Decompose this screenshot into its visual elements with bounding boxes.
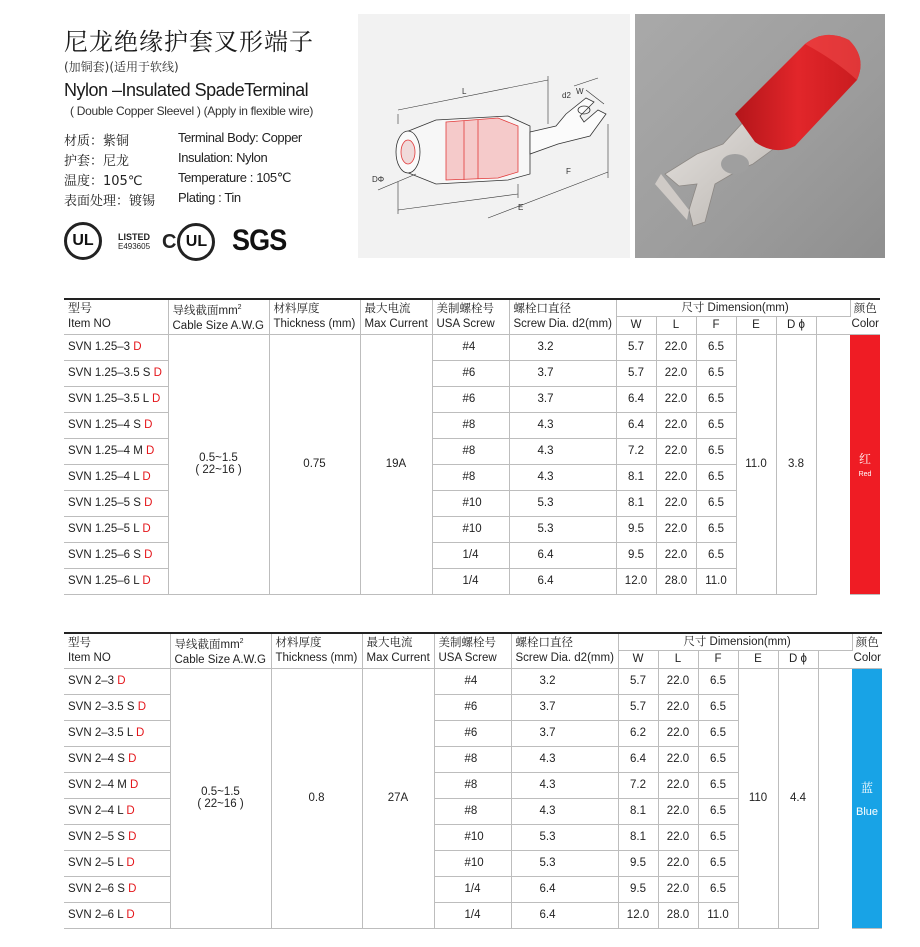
- dim-w: 12.0: [616, 568, 656, 594]
- item-prefix: SVN 1.25–4 S: [68, 419, 145, 432]
- usa-screw: #6: [432, 360, 509, 386]
- screw-dia: 3.2: [509, 334, 616, 360]
- dim-l: 22.0: [656, 516, 696, 542]
- item-number: [64, 668, 170, 694]
- dim-f: 6.5: [696, 542, 736, 568]
- dim-w: 9.5: [618, 850, 658, 876]
- dim-f: 6.5: [696, 412, 736, 438]
- item-number: [64, 386, 168, 412]
- dim-f: 11.0: [698, 902, 738, 928]
- header-current: 最大电流 Max Current: [362, 633, 434, 668]
- screw-dia: 3.7: [509, 386, 616, 412]
- dim-w: 5.7: [618, 668, 658, 694]
- header-item: 型号 Item NO: [64, 299, 168, 334]
- cable-size: 0.5~1.5 ( 22~16 ): [170, 668, 271, 928]
- item-number: [64, 412, 168, 438]
- item-suffix: D: [142, 523, 151, 536]
- item-prefix: SVN 1.25–5 S: [68, 497, 145, 510]
- item-number: [64, 902, 170, 928]
- dim-w: 7.2: [618, 772, 658, 798]
- screw-dia: 4.3: [511, 746, 618, 772]
- spacer: [816, 334, 850, 594]
- color-name-en: Blue: [856, 805, 879, 818]
- dim-w: 7.2: [616, 438, 656, 464]
- item-number: [64, 464, 168, 490]
- screw-dia: 3.7: [511, 694, 618, 720]
- item-prefix: SVN 2–4 L: [68, 805, 127, 818]
- item-number: [64, 542, 168, 568]
- usa-screw: #10: [432, 490, 509, 516]
- item-number: [64, 360, 168, 386]
- item-number: [64, 850, 170, 876]
- red-spade-terminal-icon: [635, 14, 885, 258]
- item-suffix: D: [126, 805, 135, 818]
- item-number: [64, 568, 168, 594]
- item-number: [64, 694, 170, 720]
- item-prefix: SVN 1.25–6 S: [68, 549, 145, 562]
- dim-label-l: L: [462, 87, 467, 96]
- item-suffix: D: [145, 445, 155, 458]
- item-suffix: D: [128, 753, 137, 766]
- dim-w: 8.1: [616, 464, 656, 490]
- product-photo: [635, 14, 885, 258]
- color-swatch: [850, 334, 880, 594]
- item-suffix: D: [137, 701, 146, 714]
- screw-dia: 6.4: [509, 568, 616, 594]
- spec-insulation: [64, 150, 364, 170]
- dim-w: 6.4: [616, 386, 656, 412]
- max-current: 19A: [360, 334, 432, 594]
- dim-dphi: 3.8: [776, 334, 816, 594]
- dim-l: 22.0: [656, 542, 696, 568]
- item-suffix: D: [133, 341, 142, 354]
- dim-l: 22.0: [658, 772, 698, 798]
- item-prefix: SVN 1.25–5 L: [68, 523, 143, 536]
- spec-plating: [64, 190, 364, 210]
- thickness: 0.75: [269, 334, 360, 594]
- screw-dia: 5.3: [509, 490, 616, 516]
- thickness: 0.8: [271, 668, 362, 928]
- color-swatch: [852, 668, 882, 928]
- item-prefix: SVN 2–3.5 L: [68, 727, 136, 740]
- item-suffix: D: [135, 727, 145, 740]
- header-e: E: [738, 651, 778, 668]
- item-prefix: SVN 2–3.5 S: [68, 701, 138, 714]
- spec-temperature-zh: 温度：105℃: [64, 174, 143, 189]
- spec-material-en: Terminal Body: Copper: [178, 130, 302, 145]
- item-suffix: D: [144, 497, 153, 510]
- usa-screw: #6: [434, 720, 511, 746]
- header-f: F: [696, 317, 736, 334]
- item-number: [64, 490, 168, 516]
- item-prefix: SVN 1.25–6 L: [68, 575, 143, 588]
- item-suffix: D: [142, 471, 151, 484]
- dim-f: 6.5: [698, 694, 738, 720]
- spec-plating-en: Plating : Tin: [178, 190, 241, 205]
- spec-temperature: [64, 170, 364, 190]
- title-chinese: 尼龙绝缘护套叉形端子: [64, 28, 314, 56]
- item-suffix: D: [126, 857, 135, 870]
- ul-mark: UL: [64, 222, 102, 260]
- item-suffix: D: [153, 367, 162, 380]
- screw-dia: 6.4: [511, 876, 618, 902]
- dim-dphi: 4.4: [778, 668, 818, 928]
- cable-size: 0.5~1.5 ( 22~16 ): [168, 334, 269, 594]
- item-suffix: D: [144, 549, 153, 562]
- usa-screw: 1/4: [432, 542, 509, 568]
- item-number: [64, 876, 170, 902]
- technical-drawing: [358, 14, 630, 258]
- dim-w: 12.0: [618, 902, 658, 928]
- color-name-zh: 红: [859, 452, 872, 467]
- dim-l: 22.0: [656, 386, 696, 412]
- header-w: W: [618, 651, 658, 668]
- cul-c-mark: C: [162, 230, 177, 253]
- dim-l: 22.0: [658, 668, 698, 694]
- dim-f: 6.5: [696, 360, 736, 386]
- listed-number: E493605: [118, 242, 151, 251]
- dim-f: 6.5: [698, 824, 738, 850]
- usa-screw: #8: [434, 746, 511, 772]
- listed-text: LISTED: [118, 232, 151, 242]
- dim-label-w: W: [576, 87, 584, 96]
- header-f: F: [698, 651, 738, 668]
- item-prefix: SVN 2–5 S: [68, 831, 129, 844]
- item-number: [64, 438, 168, 464]
- header-thickness: 材料厚度 Thickness (mm): [271, 633, 362, 668]
- dim-label-f: F: [566, 167, 571, 176]
- dim-l: 22.0: [656, 438, 696, 464]
- dim-l: 28.0: [658, 902, 698, 928]
- header-dimension: 尺寸 Dimension(mm): [618, 633, 852, 651]
- item-suffix: D: [144, 419, 153, 432]
- cul-mark: UL: [177, 223, 215, 261]
- item-number: [64, 746, 170, 772]
- item-prefix: SVN 2–4 M: [68, 779, 130, 792]
- screw-dia: 4.3: [511, 772, 618, 798]
- usa-screw: #4: [432, 334, 509, 360]
- usa-screw: 1/4: [434, 876, 511, 902]
- header-w: W: [616, 317, 656, 334]
- screw-dia: 3.2: [511, 668, 618, 694]
- blue-terminal-table: [64, 632, 882, 929]
- usa-screw: #10: [434, 850, 511, 876]
- usa-screw: #8: [432, 464, 509, 490]
- subtitle-chinese: (加铜套)(适用于软线): [64, 60, 179, 74]
- screw-dia: 4.3: [509, 438, 616, 464]
- item-suffix: D: [142, 575, 151, 588]
- dim-e: 110: [738, 668, 778, 928]
- table-row: [64, 668, 882, 694]
- item-prefix: SVN 1.25–4 L: [68, 471, 143, 484]
- header-dphi: D ϕ: [776, 317, 816, 334]
- dim-l: 22.0: [658, 850, 698, 876]
- dim-w: 9.5: [616, 516, 656, 542]
- item-suffix: D: [130, 779, 139, 792]
- item-prefix: SVN 1.25–3.5 L: [68, 393, 152, 406]
- item-number: [64, 334, 168, 360]
- usa-screw: #8: [432, 438, 509, 464]
- header-thickness: 材料厚度 Thickness (mm): [269, 299, 360, 334]
- dim-label-e: E: [518, 203, 524, 212]
- item-prefix: SVN 2–3: [68, 675, 118, 688]
- usa-screw: #8: [434, 798, 511, 824]
- dim-f: 6.5: [696, 438, 736, 464]
- item-suffix: D: [128, 883, 137, 896]
- dim-l: 22.0: [658, 694, 698, 720]
- header-color: 颜色 Color: [852, 633, 882, 668]
- item-prefix: SVN 1.25–3: [68, 341, 134, 354]
- dim-l: 22.0: [656, 412, 696, 438]
- item-suffix: D: [151, 393, 161, 406]
- screw-dia: 6.4: [509, 542, 616, 568]
- item-number: [64, 798, 170, 824]
- header-dimension: 尺寸 Dimension(mm): [616, 299, 850, 317]
- listed-label: [118, 232, 150, 252]
- dim-f: 6.5: [698, 668, 738, 694]
- dim-l: 22.0: [656, 464, 696, 490]
- screw-dia: 3.7: [511, 720, 618, 746]
- dim-w: 8.1: [618, 798, 658, 824]
- header-dphi: D ϕ: [778, 651, 818, 668]
- usa-screw: #10: [432, 516, 509, 542]
- dim-f: 6.5: [698, 746, 738, 772]
- header-screw: 美制螺栓号 USA Screw: [432, 299, 509, 334]
- dim-w: 5.7: [616, 360, 656, 386]
- header-current: 最大电流 Max Current: [360, 299, 432, 334]
- header-cable: 导线截面$mm^2$ Cable Size A.W.G: [170, 633, 271, 668]
- usa-screw: #6: [432, 386, 509, 412]
- title-english: Nylon –Insulated SpadeTerminal: [64, 80, 309, 100]
- dim-label-d2: d2: [562, 91, 571, 100]
- screw-dia: 3.7: [509, 360, 616, 386]
- item-prefix: SVN 2–4 S: [68, 753, 129, 766]
- dim-w: 5.7: [618, 694, 658, 720]
- dim-l: 22.0: [656, 360, 696, 386]
- spacer: [818, 668, 852, 928]
- spec-material: [64, 130, 364, 150]
- screw-dia: 4.3: [511, 798, 618, 824]
- item-suffix: D: [126, 909, 135, 922]
- header-dia: 螺栓口直径 Screw Dia. d2(mm): [509, 299, 616, 334]
- screw-dia: 6.4: [511, 902, 618, 928]
- item-number: [64, 720, 170, 746]
- usa-screw: #8: [434, 772, 511, 798]
- dim-l: 22.0: [658, 746, 698, 772]
- header-l: L: [656, 317, 696, 334]
- dim-w: 6.2: [618, 720, 658, 746]
- header-cable: 导线截面$mm^2$ Cable Size A.W.G: [168, 299, 269, 334]
- dim-f: 6.5: [696, 386, 736, 412]
- item-suffix: D: [117, 675, 126, 688]
- usa-screw: #8: [432, 412, 509, 438]
- dim-w: 9.5: [616, 542, 656, 568]
- dim-w: 6.4: [616, 412, 656, 438]
- dim-f: 6.5: [698, 798, 738, 824]
- subtitle-english: ( Double Copper Sleevel ) (Apply in flexible wire): [70, 104, 314, 118]
- dim-w: 8.1: [618, 824, 658, 850]
- dim-f: 6.5: [698, 850, 738, 876]
- item-prefix: SVN 2–6 S: [68, 883, 129, 896]
- item-number: [64, 824, 170, 850]
- spec-insulation-zh: 护套：尼龙: [64, 154, 130, 169]
- red-terminal-table: [64, 298, 880, 595]
- dim-w: 5.7: [616, 334, 656, 360]
- item-prefix: SVN 1.25–4 M: [68, 445, 146, 458]
- dim-f: 11.0: [696, 568, 736, 594]
- usa-screw: #6: [434, 694, 511, 720]
- dim-l: 22.0: [656, 334, 696, 360]
- dim-l: 22.0: [658, 824, 698, 850]
- color-name-zh: 蓝: [861, 780, 874, 795]
- dim-label-d: DΦ: [372, 175, 385, 184]
- header-l: L: [658, 651, 698, 668]
- table-row: [64, 334, 880, 360]
- product-header: [0, 0, 920, 290]
- dim-w: 6.4: [618, 746, 658, 772]
- cul-logo-icon: [162, 222, 215, 262]
- item-number: [64, 772, 170, 798]
- usa-screw: #10: [434, 824, 511, 850]
- header-dia: 螺栓口直径 Screw Dia. d2(mm): [511, 633, 618, 668]
- usa-screw: #4: [434, 668, 511, 694]
- max-current: 27A: [362, 668, 434, 928]
- screw-dia: 5.3: [509, 516, 616, 542]
- dim-f: 6.5: [696, 490, 736, 516]
- dim-l: 22.0: [658, 720, 698, 746]
- header-e: E: [736, 317, 776, 334]
- usa-screw: 1/4: [432, 568, 509, 594]
- dim-l: 22.0: [656, 490, 696, 516]
- screw-dia: 4.3: [509, 412, 616, 438]
- spec-material-zh: 材质：紫铜: [64, 134, 130, 149]
- dim-f: 6.5: [696, 334, 736, 360]
- item-suffix: D: [128, 831, 137, 844]
- dim-f: 6.5: [698, 876, 738, 902]
- dim-l: 28.0: [656, 568, 696, 594]
- spade-terminal-drawing-icon: [358, 14, 630, 258]
- dim-l: 22.0: [658, 798, 698, 824]
- spec-insulation-en: Insulation: Nylon: [178, 150, 268, 165]
- item-prefix: SVN 2–5 L: [68, 857, 127, 870]
- usa-screw: 1/4: [434, 902, 511, 928]
- screw-dia: 4.3: [509, 464, 616, 490]
- item-number: [64, 516, 168, 542]
- header-item: 型号 Item NO: [64, 633, 170, 668]
- spec-plating-zh: 表面处理：镀锡: [64, 194, 156, 209]
- ul-logo-icon: [64, 222, 102, 262]
- spec-temperature-en: Temperature : 105℃: [178, 170, 291, 185]
- screw-dia: 5.3: [511, 850, 618, 876]
- item-prefix: SVN 1.25–3.5 S: [68, 367, 154, 380]
- dim-w: 9.5: [618, 876, 658, 902]
- color-name-en: Red: [858, 471, 872, 479]
- header-color: 颜色 Color: [850, 299, 880, 334]
- header-screw: 美制螺栓号 USA Screw: [434, 633, 511, 668]
- sgs-logo: SGS: [232, 224, 287, 257]
- dim-f: 6.5: [696, 516, 736, 542]
- dim-f: 6.5: [696, 464, 736, 490]
- item-prefix: SVN 2–6 L: [68, 909, 127, 922]
- dim-w: 8.1: [616, 490, 656, 516]
- dim-e: 11.0: [736, 334, 776, 594]
- screw-dia: 5.3: [511, 824, 618, 850]
- dim-f: 6.5: [698, 772, 738, 798]
- dim-l: 22.0: [658, 876, 698, 902]
- dim-f: 6.5: [698, 720, 738, 746]
